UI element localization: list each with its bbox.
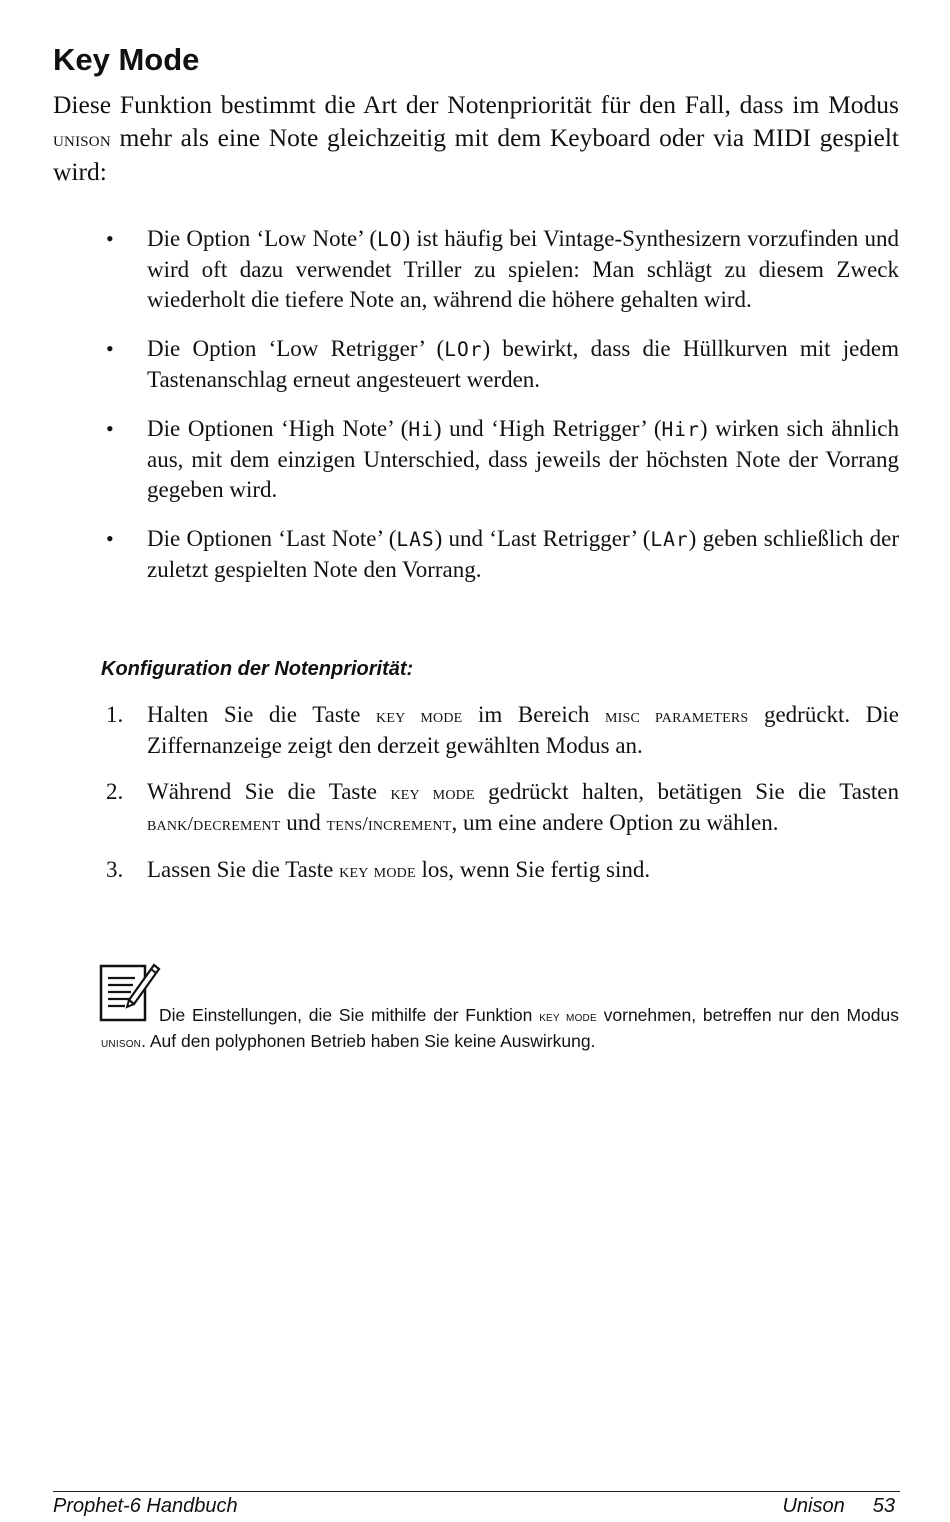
step-text: , um eine andere Option zu wählen.	[451, 810, 779, 835]
item-text: ) und ‘Last Retrigger’ (	[434, 526, 651, 551]
button-name: key mode	[390, 782, 475, 804]
display-code: LO	[376, 228, 403, 251]
intro-paragraph	[53, 88, 899, 188]
bullet-icon: •	[106, 336, 114, 361]
step-text: Lassen Sie die Taste	[147, 857, 340, 882]
display-code: LAS	[396, 528, 435, 551]
step-text: gedrückt. Die Ziffernanzeige zeigt den derzeit gewählten Modus an.	[147, 702, 899, 758]
step-text: Halten Sie die Taste	[147, 702, 377, 727]
bullet-icon: •	[106, 416, 114, 441]
mode-name: unison	[101, 1035, 142, 1051]
button-name: key mode	[376, 705, 463, 727]
list-item	[106, 524, 899, 585]
step-item	[106, 855, 899, 886]
intro-text: mehr als eine Note gleichzeitig mit dem Keyboard oder via MIDI gespielt wird:	[53, 123, 899, 186]
step-text: und	[280, 810, 327, 835]
item-text: ) ist häufig bei Vintage-Synthesizern vorzufinden und wird oft dazu verwendet Triller zu spielen: Man schlägt zu diesem Zweck wiederholt die tiefere Note an, während die höhere gehalten wird.	[147, 226, 899, 312]
item-text: ) bewirkt, dass die Hüllkurven mit jedem Tastenanschlag erneut angesteuert werden.	[147, 336, 899, 392]
section-name: misc parameters	[605, 705, 749, 727]
steps-list	[106, 700, 899, 886]
intro-mode-name: unison	[53, 126, 111, 151]
intro-text: Diese Funktion bestimmt die Art der Notenpriorität für den Fall, dass im Modus	[53, 90, 899, 119]
item-text: ) geben schließlich der zuletzt gespielten Note den Vorrang.	[147, 526, 899, 582]
display-code: Hi	[408, 418, 434, 441]
step-number: 2.	[106, 779, 124, 804]
option-list	[106, 224, 899, 585]
footer-section: Unison	[782, 1495, 845, 1517]
step-number: 3.	[106, 857, 124, 882]
note-text	[101, 1003, 899, 1055]
note-text-part: vornehmen, betreffen nur den Modus	[596, 1005, 899, 1025]
button-name: bank/decrement	[147, 813, 281, 835]
bullet-icon: •	[106, 226, 114, 251]
bullet-icon: •	[106, 526, 114, 551]
footer-manual-title: Prophet-6 Handbuch	[53, 1495, 238, 1517]
step-text: los, wenn Sie fertig sind.	[415, 857, 651, 882]
page-number: 53	[872, 1495, 895, 1517]
list-item	[106, 414, 899, 505]
button-name: tens/increment	[326, 813, 452, 835]
footer-page-info	[782, 1495, 895, 1518]
display-code: LAr	[650, 528, 689, 551]
step-item	[106, 777, 899, 839]
list-item	[106, 224, 899, 315]
item-text: ) wirken sich ähnlich aus, mit dem einzigen Unterschied, dass jeweils der höchsten Note der Vorrang gegeben wird.	[147, 416, 900, 502]
item-text: Die Optionen ‘High Note’ (	[147, 416, 409, 441]
page-title: Key Mode	[53, 42, 200, 77]
button-name: key mode	[339, 860, 416, 882]
item-text: ) und ‘High Retrigger’ (	[433, 416, 662, 441]
step-number: 1.	[106, 702, 124, 727]
item-text: Die Optionen ‘Last Note’ (	[147, 526, 397, 551]
footer-divider	[53, 1491, 900, 1492]
list-item	[106, 334, 899, 395]
note-text-part: . Auf den polyphonen Betrieb haben Sie keine Auswirkung.	[141, 1031, 596, 1051]
button-name: key mode	[539, 1009, 597, 1025]
step-item	[106, 700, 899, 761]
display-code: Hir	[661, 418, 700, 441]
item-text: Die Option ‘Low Note’ (	[147, 226, 377, 251]
display-code: LOr	[444, 338, 483, 361]
item-text: Die Option ‘Low Retrigger’ (	[147, 336, 445, 361]
step-text: gedrückt halten, betätigen Sie die Tasten	[474, 779, 899, 804]
step-text: im Bereich	[462, 702, 606, 727]
step-text: Während Sie die Taste	[147, 779, 391, 804]
section-subheading: Konfiguration der Notenpriorität:	[101, 658, 414, 680]
note-text-part: Die Einstellungen, die Sie mithilfe der Funktion	[159, 1005, 540, 1025]
